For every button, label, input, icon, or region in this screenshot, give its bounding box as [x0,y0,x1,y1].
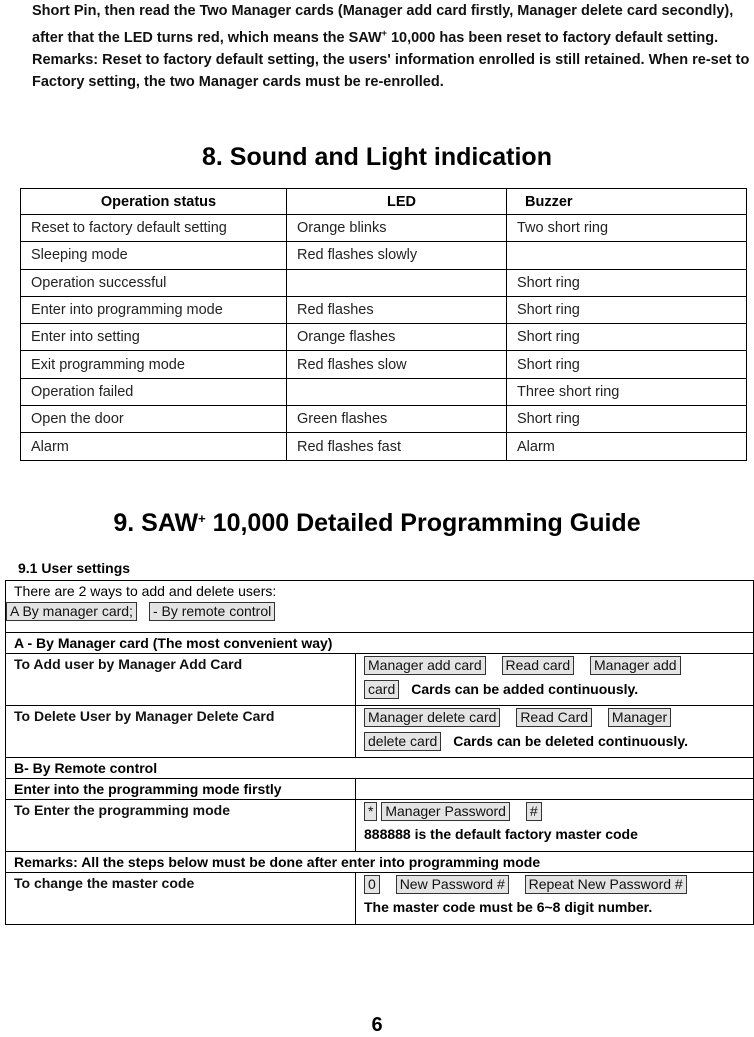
table-row [6,706,754,758]
add-user-steps [356,654,754,706]
cell-led [287,378,507,405]
cell-status: Enter into setting [21,324,287,351]
cell-status: Reset to factory default setting [21,215,287,242]
header-operation-status: Operation status [21,189,287,215]
manager-add-card-box: Manager add card [364,656,486,675]
table-row [21,351,747,378]
new-password-box: New Password # [396,875,509,894]
cell-buzzer: Alarm [507,433,747,460]
read-card-box: Read card [502,656,575,675]
section-9-sup: + [198,511,206,526]
cell-buzzer: Three short ring [507,378,747,405]
table-row [6,779,754,800]
cell-led: Red flashes fast [287,433,507,460]
remarks-text: All the steps below must be done after enter into programming mode [77,854,541,870]
enter-mode-label: To Enter the programming mode [6,800,356,852]
cell-status: Operation failed [21,378,287,405]
cell-status: Exit programming mode [21,351,287,378]
add-note: Cards can be added continuously. [411,681,639,697]
add-user-label: To Add user by Manager Add Card [6,654,356,706]
cell-buzzer: Short ring [507,324,747,351]
cell-status: Open the door [21,406,287,433]
cell-status: Operation successful [21,269,287,296]
cell-status: Sleeping mode [21,242,287,269]
cell-buzzer: Short ring [507,406,747,433]
table-row [6,852,754,873]
remarks-cell [6,852,754,873]
section-9-title-a: 9. SAW [113,509,199,537]
cell-led: Orange flashes [287,324,507,351]
cell-led: Red flashes slowly [287,242,507,269]
header-buzzer: Buzzer [507,189,747,215]
enter-mode-steps [356,800,754,852]
cell-buzzer: Short ring [507,269,747,296]
cell-led: Green flashes [287,406,507,433]
enter-first-label: Enter into the programming mode firstly [6,779,356,800]
method-a-heading: A - By Manager card (The most convenient way) [6,633,754,654]
cell-led [287,269,507,296]
delete-user-steps [356,706,754,758]
cell-status: Enter into programming mode [21,296,287,323]
table-row [21,324,747,351]
table-row [21,215,747,242]
table-row [6,873,754,925]
cell-led: Orange blinks [287,215,507,242]
programming-guide-table [5,580,754,925]
intro-text-1: Short Pin, then read the Two Manager cards (Manager add card firstly, Manager delete card secondly), after that the LED turns red, which means the SAW [32,3,734,46]
add-user-line2 [364,680,753,699]
delete-user-line2 [364,732,753,751]
cell-led: Red flashes [287,296,507,323]
table-row [6,654,754,706]
sound-table-body [21,215,747,461]
table-row [6,758,754,779]
table-row [21,296,747,323]
intro-paragraph [32,0,750,93]
method-b-heading: B- By Remote control [6,758,754,779]
delete-card-box: delete card [364,732,441,751]
section-9-title-b: 10,000 Detailed Programming Guide [205,509,641,537]
table-row [6,633,754,654]
read-card-box-2: Read Card [516,708,592,727]
page-number: 6 [371,1014,383,1036]
table-row [21,406,747,433]
intro-text-2: 10,000 has been reset to factory default setting. Remarks: Reset to factory default setting, the users' information enrolled is still retained. When re-set to Factory setting, the two Manager cards must be re-enrolled. [32,29,750,90]
cell-buzzer: Short ring [507,351,747,378]
table-row [6,581,754,633]
manager-delete-card-box: Manager delete card [364,708,500,727]
table-row [21,433,747,460]
delete-user-label: To Delete User by Manager Delete Card [6,706,356,758]
zero-key-box: 0 [364,875,380,894]
star-key-box: * [364,802,377,821]
cell-buzzer: Two short ring [507,215,747,242]
sound-light-table [20,188,747,461]
ways-options [6,602,753,621]
table-row [21,269,747,296]
user-settings-subhead: 9.1 User settings [18,560,131,576]
hash-key-box: # [526,802,542,821]
ways-text: There are 2 ways to add and delete users: [14,583,277,599]
master-code-note: The master code must be 6~8 digit number. [364,899,653,915]
cell-buzzer: Short ring [507,296,747,323]
ways-cell [6,581,754,633]
table-row [6,800,754,852]
card-box: card [364,680,399,699]
cell-led: Red flashes slow [287,351,507,378]
cell-buzzer [507,242,747,269]
table-header-row [21,189,747,215]
cell-status: Alarm [21,433,287,460]
section-8-title: 8. Sound and Light indication [202,143,552,171]
delete-note: Cards can be deleted continuously. [453,733,688,749]
manager-add-box: Manager add [590,656,681,675]
default-code-note: 888888 is the default factory master code [364,826,638,842]
change-master-label: To change the master code [6,873,356,925]
header-led: LED [287,189,507,215]
table-row [21,378,747,405]
way-a-box: A By manager card; [6,602,137,621]
change-master-steps [356,873,754,925]
way-b-box: - By remote control [149,602,275,621]
manager-box: Manager [608,708,671,727]
intro-sup: + [381,28,387,38]
remarks-label: Remarks: [14,854,78,870]
table-row [21,242,747,269]
empty-cell [356,779,754,800]
manager-password-box: Manager Password [381,802,510,821]
repeat-password-box: Repeat New Password # [525,875,687,894]
section-9-title [0,509,754,538]
